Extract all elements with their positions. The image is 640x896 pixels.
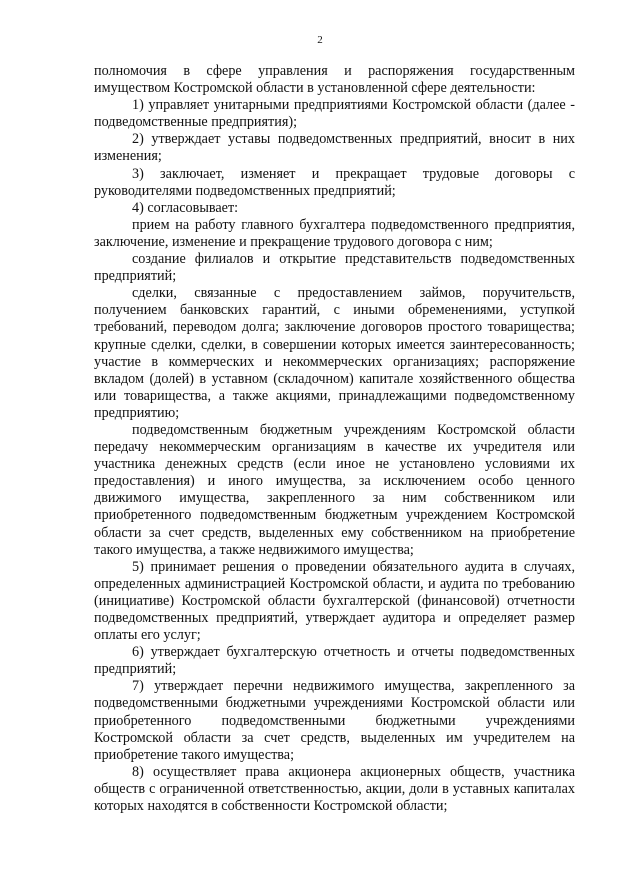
- paragraph-item-4-budget-institutions: подведомственным бюджетным учреждениям Костромской области передачу некоммерческим организациям в качестве их учредителя или участника денежных средств (если иное не установлено условиями их предоставления) и иного имущества, за исключением особо ценного движимого имущества, закрепленного за ним собственником или приобретенного подведомственным бюджетным учреждением Костромской области за счет средств, выделенных ему собственником на приобретение такого имущества, а также недвижимого имущества;: [94, 421, 575, 558]
- paragraph-item-1: 1) управляет унитарными предприятиями Костромской области (далее - подведомственные предприятия);: [94, 97, 575, 131]
- paragraph-item-6: 6) утверждает бухгалтерскую отчетность и отчеты подведомственных предприятий;: [94, 644, 575, 678]
- paragraph-item-4-transactions: сделки, связанные с предоставлением займов, поручительств, получением банковских гарантий, с иными обременениями, уступкой требований, переводом долга; заключение договоров простого товарищества; крупные сделки, сделки, в совершении которых имеется заинтересованность; участие в коммерческих и некоммерческих организациях; распоряжение вкладом (долей) в уставном (складочном) капитале хозяйственного общества или товарищества, а также акциями, принадлежащими подведомственному предприятию;: [94, 285, 575, 421]
- paragraph-item-7: 7) утверждает перечни недвижимого имущества, закрепленного за подведомственными бюджетными учреждениями Костромской области или приобретенного подведомственными бюджетными учреждениями Костромской области за счет средств, выделенных им учредителем на приобретение такого имущества;: [94, 678, 575, 763]
- paragraph-item-4: 4) согласовывает:: [132, 199, 239, 216]
- paragraph-item-5: 5) принимает решения о проведении обязательного аудита в случаях, определенных администрацией Костромской области, и аудита по требованию (инициативе) Костромской области бухгалтерской (финансовой) отчетности подведомственных предприятий, утверждает аудитора и определяет размер оплаты его услуг;: [94, 558, 575, 644]
- paragraph-item-2: 2) утверждает уставы подведомственных предприятий, вносит в них изменения;: [94, 131, 575, 165]
- paragraph-item-4-branches: создание филиалов и открытие представительств подведомственных предприятий;: [94, 251, 575, 285]
- paragraph-intro: полномочия в сфере управления и распоряжения государственным имуществом Костромской области в установленной сфере деятельности:: [94, 63, 575, 97]
- paragraph-item-8: 8) осуществляет права акционера акционерных обществ, участника обществ с ограниченной ответственностью, акции, доли в уставных капиталах которых находятся в собственности Костромской области;: [94, 763, 575, 815]
- paragraph-item-4-chief-accountant: прием на работу главного бухгалтера подведомственного предприятия, заключение, изменение и прекращение трудового договора с ним;: [94, 216, 575, 250]
- page-number: 2: [317, 34, 323, 46]
- document-body: [94, 63, 575, 815]
- paragraph-item-3: 3) заключает, изменяет и прекращает трудовые договоры с руководителями подведомственных предприятий;: [94, 165, 575, 199]
